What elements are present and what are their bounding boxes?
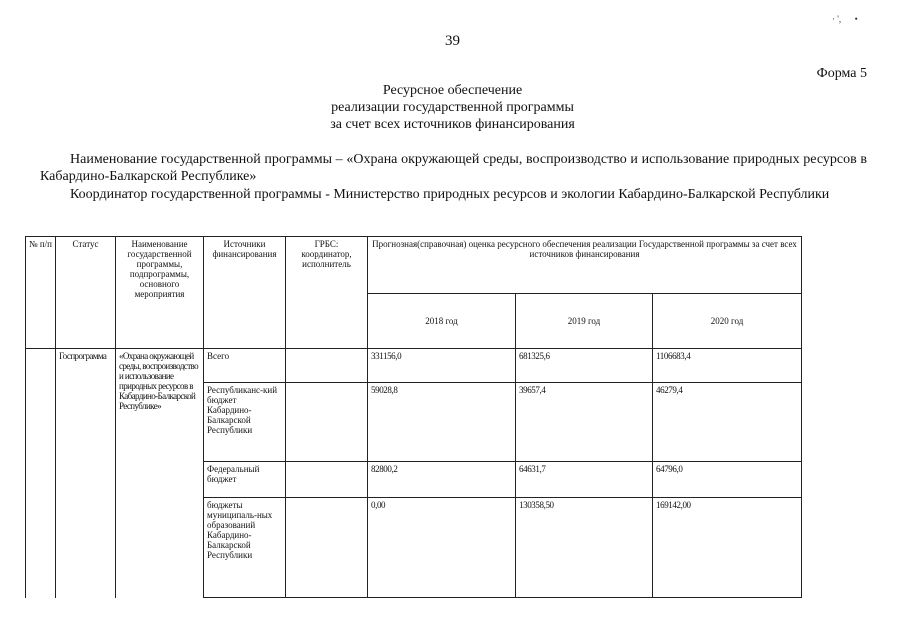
coordinator-text: Координатор государственной программы - Министерство природных ресурсов и экологии Кабардино-Балкарской Республики	[70, 187, 830, 202]
value-2018: 0,00	[368, 498, 516, 598]
value-2019: 130358,50	[516, 498, 653, 598]
value-2019: 39657,4	[516, 383, 653, 462]
title-line-3: за счет всех источников финансирования	[330, 117, 575, 132]
document-title	[0, 82, 905, 133]
grbs-cell	[286, 349, 368, 383]
value-2020: 169142,00	[653, 498, 802, 598]
page-number: 39	[445, 33, 460, 49]
value-2018: 331156,0	[368, 349, 516, 383]
header-year-2018: 2018 год	[368, 294, 516, 349]
value-2019: 681325,6	[516, 349, 653, 383]
header-grbs: ГРБС: координатор, исполнитель	[286, 237, 368, 349]
header-year-2019: 2019 год	[516, 294, 653, 349]
source-cell: Федеральный бюджет	[204, 462, 286, 498]
header-sources: Источники финансирования	[204, 237, 286, 349]
value-2018: 59028,8	[368, 383, 516, 462]
scan-marks: · ', •	[832, 14, 858, 24]
row-num-cell	[26, 349, 56, 598]
title-line-2: реализации государственной программы	[331, 100, 574, 115]
grbs-cell	[286, 462, 368, 498]
resource-table	[25, 236, 802, 598]
value-2019: 64631,7	[516, 462, 653, 498]
grbs-cell	[286, 383, 368, 462]
source-cell: Всего	[204, 349, 286, 383]
program-name-text: Наименование государственной программы – «Охрана окружающей среды, воспроизводство и использование природных ресурсов в Кабардино-Балкарской Республике»	[40, 152, 867, 184]
grbs-cell	[286, 498, 368, 598]
header-forecast: Прогнозная(справочная) оценка ресурсного обеспечения реализации Государственной программы за счет всех источников финансирования	[368, 237, 802, 294]
value-2018: 82800,2	[368, 462, 516, 498]
header-num: № п/п	[26, 237, 56, 349]
form-label: Форма 5	[816, 66, 867, 81]
status-cell: Госпрограмма	[56, 349, 116, 598]
title-line-1: Ресурсное обеспечение	[382, 83, 523, 98]
header-name: Наименование государственной программы, подпрограммы, основного мероприятия	[116, 237, 204, 349]
source-cell: бюджеты муниципаль-ных образований Кабардино-Балкарской Республики	[204, 498, 286, 598]
table-row	[26, 349, 802, 383]
header-status: Статус	[56, 237, 116, 349]
coordinator-paragraph	[40, 186, 867, 203]
value-2020: 46279,4	[653, 383, 802, 462]
value-2020: 64796,0	[653, 462, 802, 498]
program-cell: «Охрана окружающей среды, воспроизводство и использование природных ресурсов в Кабардино-Балкарской Республике»	[116, 349, 204, 598]
header-row	[26, 237, 802, 294]
header-year-2020: 2020 год	[653, 294, 802, 349]
program-name-paragraph	[40, 151, 867, 185]
value-2020: 1106683,4	[653, 349, 802, 383]
source-cell: Республиканс-кий бюджет Кабардино-Балкарской Республики	[204, 383, 286, 462]
